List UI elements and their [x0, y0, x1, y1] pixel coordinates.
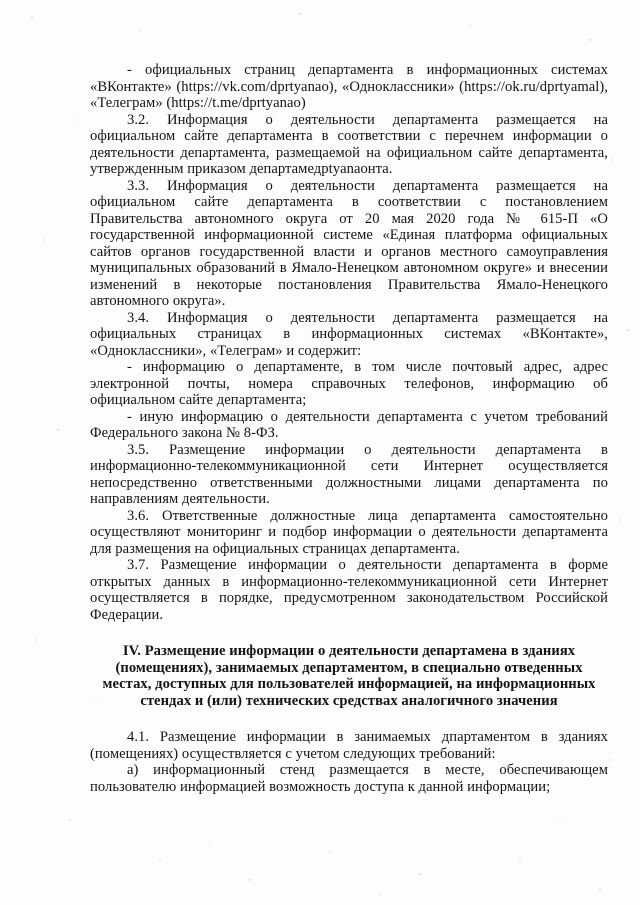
paragraph-3-3: 3.3. Информация о деятельности департамента размещается на официальном сайте департамента в соответствии с постановлением Правительства автономного округа от 20 мая 2020 года № 615-П «О государственной информационной системе «Единая платформа официальных сайтов органов государственной власти и органов местного самоуправления муниципальных образований в Ямало-Ненецком автономном округе» и внесении изменений в некоторые постановления Правительства Ямало-Ненецкого автономного округа». — [90, 177, 608, 309]
paragraph-3-6: 3.6. Ответственные должностные лица департамента самостоятельно осуществляют мониторинг и подбор информации о деятельности департамента для размещения на официальных страницах департамента. — [90, 507, 608, 557]
paragraph-3-5: 3.5. Размещение информации о деятельности департамента в информационно-телекоммуникационной сети Интернет осуществляется непосредственно ответственными должностными лицами департамента по направлениям деятельности. — [90, 441, 608, 507]
paragraph-4-1-a: а) информационный стенд размещается в месте, обеспечивающем пользователю информацией возможность доступа к данной информации; — [90, 762, 608, 795]
document-body — [90, 62, 608, 795]
paragraph-3-7: 3.7. Размещение информации о деятельности департамента в форме открытых данных в информационно-телекоммуникационной сети Интернет осуществляется в порядке, предусмотренном законодательством Российской Федерации. — [90, 557, 608, 623]
paragraph-4-1: 4.1. Размещение информации в занимаемых дпартаментом в зданиях (помещениях) осуществляется с учетом следующих требований: — [90, 729, 608, 762]
section-heading-iv: IV. Размещение информации о деятельности департамена в зданиях (помещениях), занимаемых департаментом, в специально отведенных местах, доступных для пользователей информацией, на информационных стендах и (или) технических средствах аналогичного значения — [102, 643, 596, 709]
paragraph-3-4: 3.4. Информация о деятельности департамента размещается на официальных страницах в информационных системах «ВКонтакте», «Одноклассники», «Телеграм» и содержит: — [90, 309, 608, 359]
paragraph-3-2: 3.2. Информация о деятельности департамента размещается на официальном сайте департамента в соответствии с перечнем информации о деятельности департамента, размещаемой на официальном сайте департамента, утвержденным приказом департамедрtyanaoнта. — [90, 111, 608, 177]
paragraph-3-4-item-2: - иную информацию о деятельности департамента с учетом требований Федерального закона № 8-ФЗ. — [90, 408, 608, 441]
paragraph-3-1-websites: - официальных страниц департамента в информационных системах «ВКонтакте» (https://vk.com/dprtyanao), «Одноклассники» (https://ok.ru/dprtyamal), «Телеграм» (https://t.me/dprtyanao) — [90, 62, 608, 111]
paragraph-3-4-item-1: - информацию о департаменте, в том числе почтовый адрес, адрес электронной почты, номера справочных телефонов, информацию об официальном сайте департамента; — [90, 359, 608, 408]
